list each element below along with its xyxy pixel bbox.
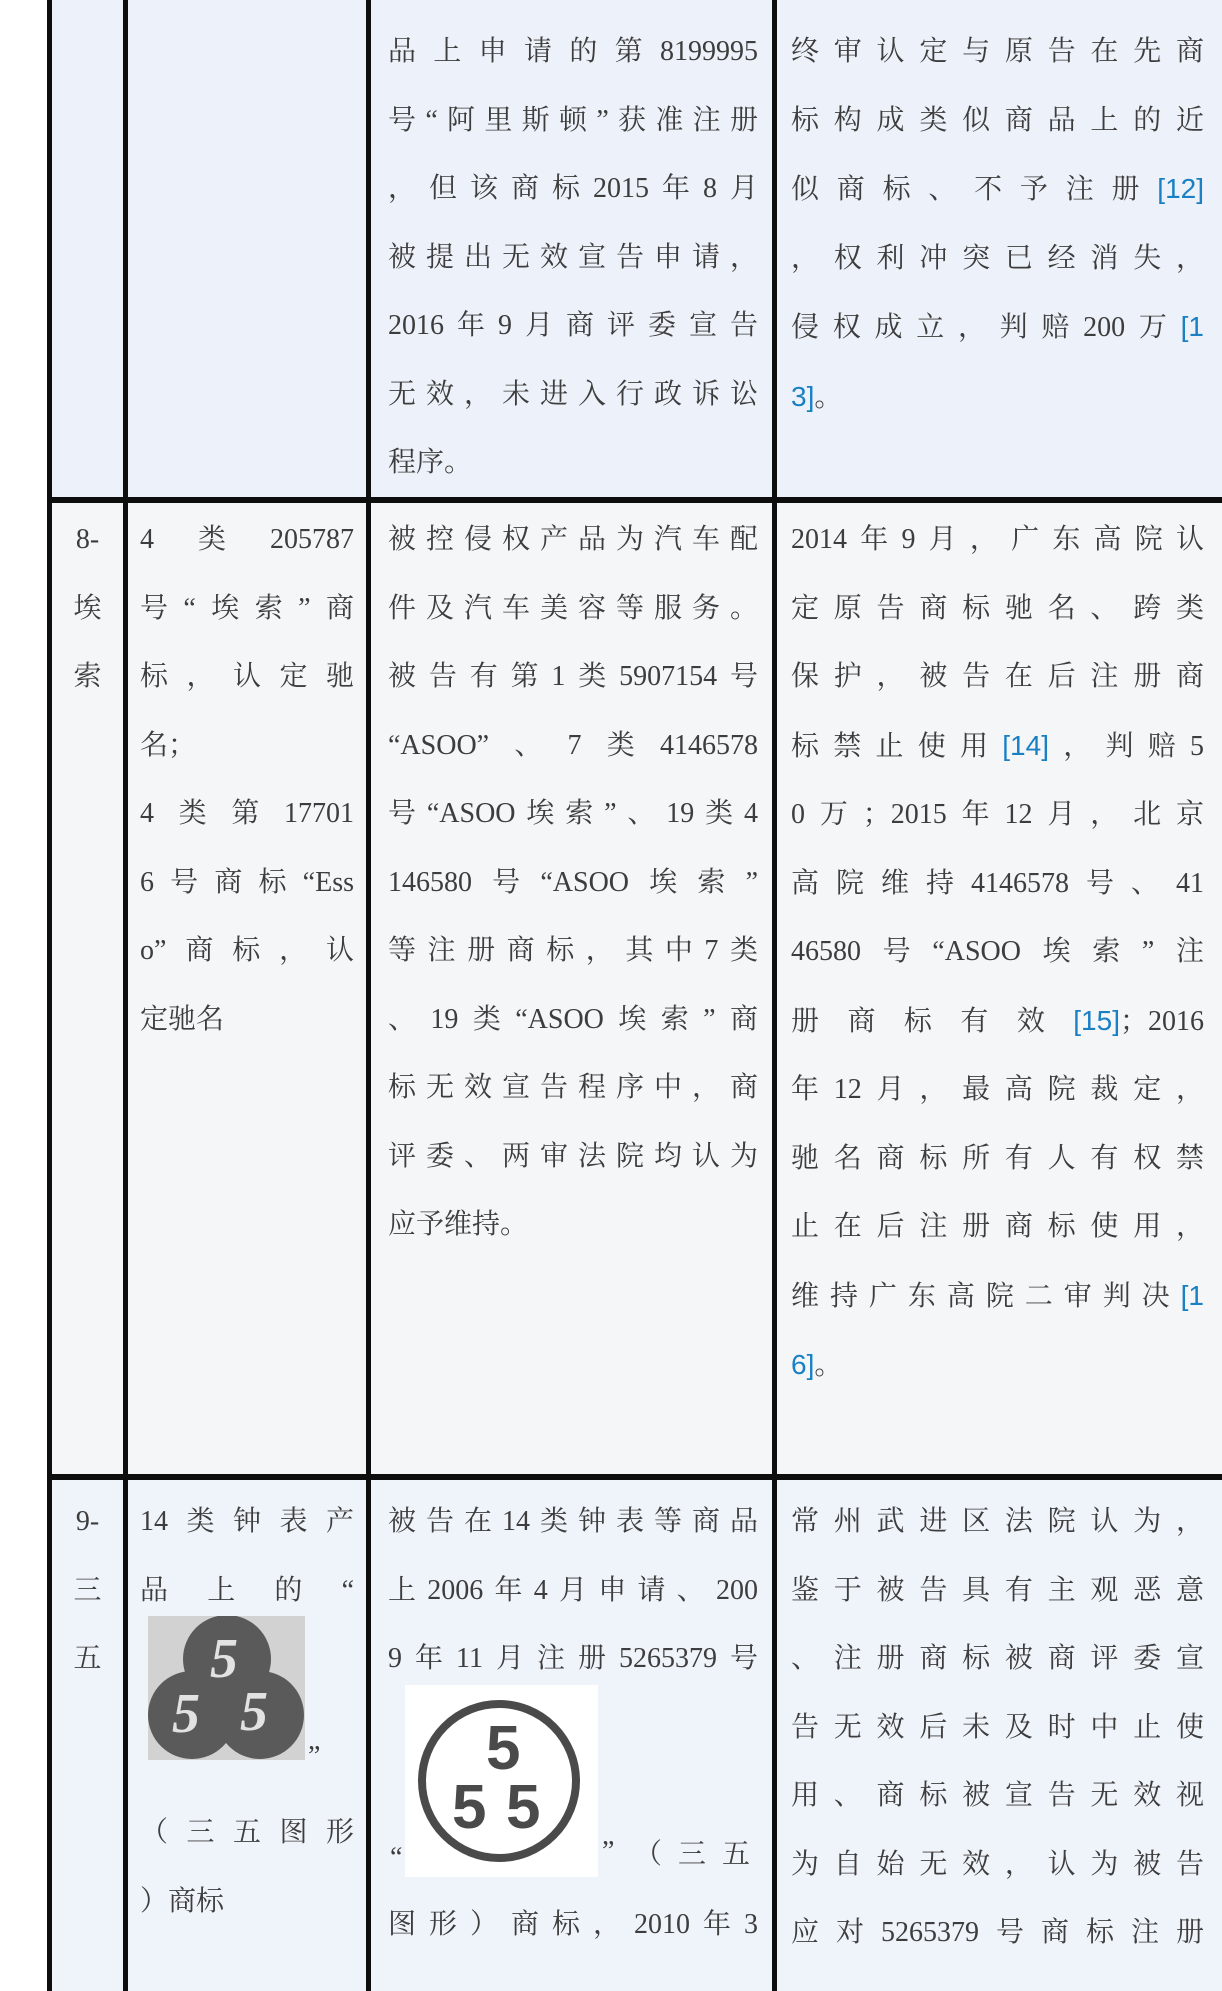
cell-row9-plaintiff-mark-text [140,1488,354,1625]
text-line: 侵权成立，判赔200万[1 [791,311,1204,343]
text-line: 46580号“ASOO埃索”注 [791,936,1204,967]
text-line: 被告有第1类5907154号 [388,661,758,692]
text-line: 无效，未进入行政诉讼 [388,378,758,410]
table-border-col3-col4 [772,0,777,1991]
cell-row8-plaintiff-mark [140,506,354,1054]
text-line: 标禁止使用[14]，判赔5 [791,729,1204,762]
footnote-ref[interactable]: 6] [791,1349,815,1380]
text-line: 号“阿里斯顿”获准注册 [388,104,758,136]
text-line: 等注册商标，其中7类 [388,935,758,966]
footnote-ref[interactable]: [14] [1002,729,1049,761]
table-border-row7-row8 [47,497,1222,503]
trademark-image-555-circle [405,1685,598,1877]
text-line: 2016年9月商评委宣告 [388,310,758,341]
footnote-ref[interactable]: [15] [1073,1004,1120,1036]
mark-caption-start: （三五 [634,1839,767,1870]
text-line: 维持广东高院二审判决[1 [791,1279,1204,1312]
text-line: 索 [73,661,102,692]
cell-row9-defendant-mark-caption [388,1891,758,1960]
text-line: 应予维持。 [388,1209,529,1240]
closing-quote: ” [308,1741,321,1772]
text-line: 驰名商标所有人有权禁 [791,1142,1204,1174]
text-line: 被控侵权产品为汽车配 [388,524,758,555]
footnote-ref[interactable]: [12] [1157,173,1204,204]
text-line: 名； [140,729,197,761]
closing-quote: ” [602,1836,615,1867]
text-line: （三五图形 [140,1817,354,1848]
text-line: 五 [73,1643,102,1674]
text-line: 鉴于被告具有主观恶意 [791,1574,1204,1606]
text-line: 、19类“ASOO埃索”商 [388,1003,758,1035]
text-line: 定驰名 [140,1003,225,1035]
table-border-col2-col3 [366,0,371,1991]
cell-row9-court-findings [791,1488,1204,1968]
text-line: 定原告商标驰名、跨类 [791,592,1204,624]
text-line: 被提出无效宣告申请， [388,241,758,273]
text-line: 保护，被告在后注册商 [791,661,1204,692]
text-line: 告无效后未及时中止使 [791,1711,1204,1743]
cell-row8-case-label [52,506,123,712]
text-line: 图形）商标，2010年3 [388,1909,758,1940]
footnote-ref[interactable]: [1 [1180,1279,1204,1311]
circle-digit-left: 5 [452,1773,487,1842]
text-line: 应对5265379号商标注册 [791,1917,1204,1948]
text-line: 件及汽车美容等服务。 [388,592,758,624]
text-line: 册商标有效[15]；2016 [791,1004,1204,1037]
text-line: 埃 [73,592,102,624]
opening-quote: “ [390,1842,403,1873]
cell-row8-court-findings [791,506,1204,1401]
text-line: 年12月，最高院裁定， [791,1074,1204,1105]
trefoil-digit-right: 5 [240,1681,268,1743]
cell-row7-defendant-mark-details [388,18,758,498]
text-line: 4类第17701 [140,798,354,829]
text-line: 被告在14类钟表等商品 [388,1506,758,1537]
text-line: 、注册商标被商评委宣 [791,1643,1204,1674]
text-line: 标构成类似商品上的近 [791,104,1204,136]
footnote-ref[interactable]: 3] [791,380,815,412]
cell-row9-defendant-mark-text [388,1488,758,1694]
text-line: 品上申请的第8199995 [388,36,758,67]
text-line: 6]。 [791,1349,843,1381]
table-border-row8-row9 [47,1474,1222,1480]
text-line: 0万；2015年12月，北京 [791,799,1204,830]
text-line: 标无效宣告程序中，商 [388,1072,758,1103]
text-line: ，但该商标2015年8月 [388,173,758,204]
trefoil-digit-left: 5 [172,1683,200,1745]
footnote-ref[interactable]: [1 [1180,311,1204,342]
text-line: ，权利冲突已经消失， [791,242,1204,274]
trademark-image-555-trefoil [148,1616,305,1760]
text-line: o”商标，认 [140,935,354,966]
text-line: 4类205787 [140,524,354,555]
text-line: 评委、两审法院均认为 [388,1140,758,1172]
text-line: 止在后注册商标使用， [791,1211,1204,1242]
text-line: 8- [75,524,100,555]
table-border-col1-col2 [123,0,128,1991]
text-line: 三 [73,1574,102,1606]
text-line: 9年11月注册5265379号 [388,1643,758,1674]
text-line: 用、商标被宣告无效视 [791,1780,1204,1811]
text-line: 程序。 [388,447,473,478]
circle-digit-right: 5 [506,1773,541,1842]
cell-row7-court-findings [791,18,1204,432]
text-line: 146580号“ASOO埃索” [388,866,758,898]
text-line: 9- [75,1506,100,1537]
cell-row9-case-label [52,1488,123,1694]
text-line: 上2006年4月申请、200 [388,1574,758,1606]
text-line: 高院维持4146578号、41 [791,867,1204,899]
cell-row8-defendant-mark-details [388,506,758,1260]
trefoil-digit-top: 5 [210,1628,238,1690]
text-line: ）商标 [140,1885,225,1917]
text-line: 14类钟表产 [140,1506,354,1537]
text-line: 号“埃索”商 [140,592,354,624]
text-line: 号“ASOO埃索”、19类4 [388,798,758,829]
text-line: 品上的“ [140,1574,354,1606]
text-line: 为自始无效，认为被告 [791,1848,1204,1880]
text-line: 3]。 [791,380,843,413]
text-line: 常州武进区法院认为， [791,1506,1204,1537]
text-line: 终审认定与原告在先商 [791,36,1204,67]
cell-row9-plaintiff-mark-caption [140,1799,354,1936]
text-line: 标，认定驰 [140,661,354,692]
text-line: 似商标、不予注册[12] [791,173,1204,205]
text-line: 2014年9月，广东高院认 [791,524,1204,555]
circle-digit-top: 5 [486,1714,521,1783]
text-line: “ASOO”、7类4146578 [388,729,758,761]
text-line: 6号商标“Ess [140,866,354,898]
